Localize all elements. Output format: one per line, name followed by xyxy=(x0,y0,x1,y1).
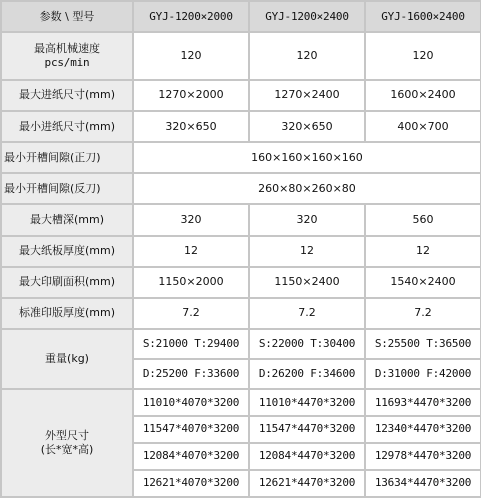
dimensions-label-line1: 外型尺寸 xyxy=(45,429,89,443)
weight-value-2b: D:26200 F:34600 xyxy=(250,360,364,388)
header-row xyxy=(2,2,480,31)
row-dimensions-1 xyxy=(2,390,480,415)
max-slot-depth-label: 最大槽深(mm) xyxy=(2,205,132,234)
weight-value-3a: S:25500 T:36500 xyxy=(366,330,480,358)
min-slot-pos-label: 最小开槽间隙(正刀) xyxy=(2,143,132,172)
max-speed-value-3: 120 xyxy=(366,33,480,79)
max-board-thickness-label: 最大纸板厚度(mm) xyxy=(2,237,132,266)
min-slot-pos-value: 160×160×160×160 xyxy=(134,143,480,172)
min-feed-value-3: 400×700 xyxy=(366,112,480,141)
dimensions-value-1-1: 11010*4070*3200 xyxy=(134,390,248,415)
max-speed-label xyxy=(2,33,132,79)
max-board-thickness-value-2: 12 xyxy=(250,237,364,266)
dimensions-value-3-3: 12978*4470*3200 xyxy=(366,444,480,469)
max-speed-label-line1: 最高机械速度 xyxy=(34,42,100,55)
max-feed-value-1: 1270×2000 xyxy=(134,81,248,110)
dimensions-value-2-2: 11547*4470*3200 xyxy=(250,417,364,442)
row-max-print-area xyxy=(2,268,480,297)
model-header-3: GYJ-1600×2400 xyxy=(366,2,480,31)
dimensions-value-3-1: 12084*4070*3200 xyxy=(134,444,248,469)
min-feed-value-2: 320×650 xyxy=(250,112,364,141)
max-print-area-value-2: 1150×2400 xyxy=(250,268,364,297)
plate-thickness-value-3: 7.2 xyxy=(366,299,480,328)
max-speed-label-line2: pcs/min xyxy=(44,56,90,69)
min-slot-rev-value: 260×80×260×80 xyxy=(134,174,480,203)
plate-thickness-value-1: 7.2 xyxy=(134,299,248,328)
row-max-slot-depth xyxy=(2,205,480,234)
row-max-feed xyxy=(2,81,480,110)
dimensions-value-1-2: 11010*4470*3200 xyxy=(250,390,364,415)
max-print-area-label: 最大印刷面积(mm) xyxy=(2,268,132,297)
row-max-speed xyxy=(2,33,480,79)
row-min-feed xyxy=(2,112,480,141)
max-feed-value-3: 1600×2400 xyxy=(366,81,480,110)
row-min-slot-rev xyxy=(2,174,480,203)
dimensions-value-3-2: 12084*4470*3200 xyxy=(250,444,364,469)
max-speed-value-2: 120 xyxy=(250,33,364,79)
row-plate-thickness xyxy=(2,299,480,328)
row-weight-1 xyxy=(2,330,480,358)
max-slot-depth-value-2: 320 xyxy=(250,205,364,234)
max-feed-value-2: 1270×2400 xyxy=(250,81,364,110)
plate-thickness-value-2: 7.2 xyxy=(250,299,364,328)
dimensions-value-1-3: 11693*4470*3200 xyxy=(366,390,480,415)
dimensions-label-line2: (长*宽*高) xyxy=(40,443,94,457)
row-min-slot-pos xyxy=(2,143,480,172)
max-slot-depth-value-1: 320 xyxy=(134,205,248,234)
max-feed-label: 最大进纸尺寸(mm) xyxy=(2,81,132,110)
max-slot-depth-value-3: 560 xyxy=(366,205,480,234)
weight-label: 重量(kg) xyxy=(2,330,132,388)
model-header-2: GYJ-1200×2400 xyxy=(250,2,364,31)
max-print-area-value-1: 1150×2000 xyxy=(134,268,248,297)
weight-value-1b: D:25200 F:33600 xyxy=(134,360,248,388)
weight-value-3b: D:31000 F:42000 xyxy=(366,360,480,388)
max-board-thickness-value-1: 12 xyxy=(134,237,248,266)
dimensions-value-4-1: 12621*4070*3200 xyxy=(134,471,248,496)
dimensions-value-2-1: 11547*4070*3200 xyxy=(134,417,248,442)
max-board-thickness-value-3: 12 xyxy=(366,237,480,266)
dimensions-value-2-3: 12340*4470*3200 xyxy=(366,417,480,442)
model-header-1: GYJ-1200×2000 xyxy=(134,2,248,31)
min-feed-label: 最小进纸尺寸(mm) xyxy=(2,112,132,141)
weight-value-1a: S:21000 T:29400 xyxy=(134,330,248,358)
param-model-header: 参数 \ 型号 xyxy=(2,2,132,31)
row-max-board-thickness xyxy=(2,237,480,266)
max-print-area-value-3: 1540×2400 xyxy=(366,268,480,297)
dimensions-value-4-2: 12621*4470*3200 xyxy=(250,471,364,496)
plate-thickness-label: 标准印版厚度(mm) xyxy=(2,299,132,328)
weight-value-2a: S:22000 T:30400 xyxy=(250,330,364,358)
max-speed-value-1: 120 xyxy=(134,33,248,79)
dimensions-value-4-3: 13634*4470*3200 xyxy=(366,471,480,496)
min-slot-rev-label: 最小开槽间隙(反刀) xyxy=(2,174,132,203)
dimensions-label xyxy=(2,390,132,496)
min-feed-value-1: 320×650 xyxy=(134,112,248,141)
